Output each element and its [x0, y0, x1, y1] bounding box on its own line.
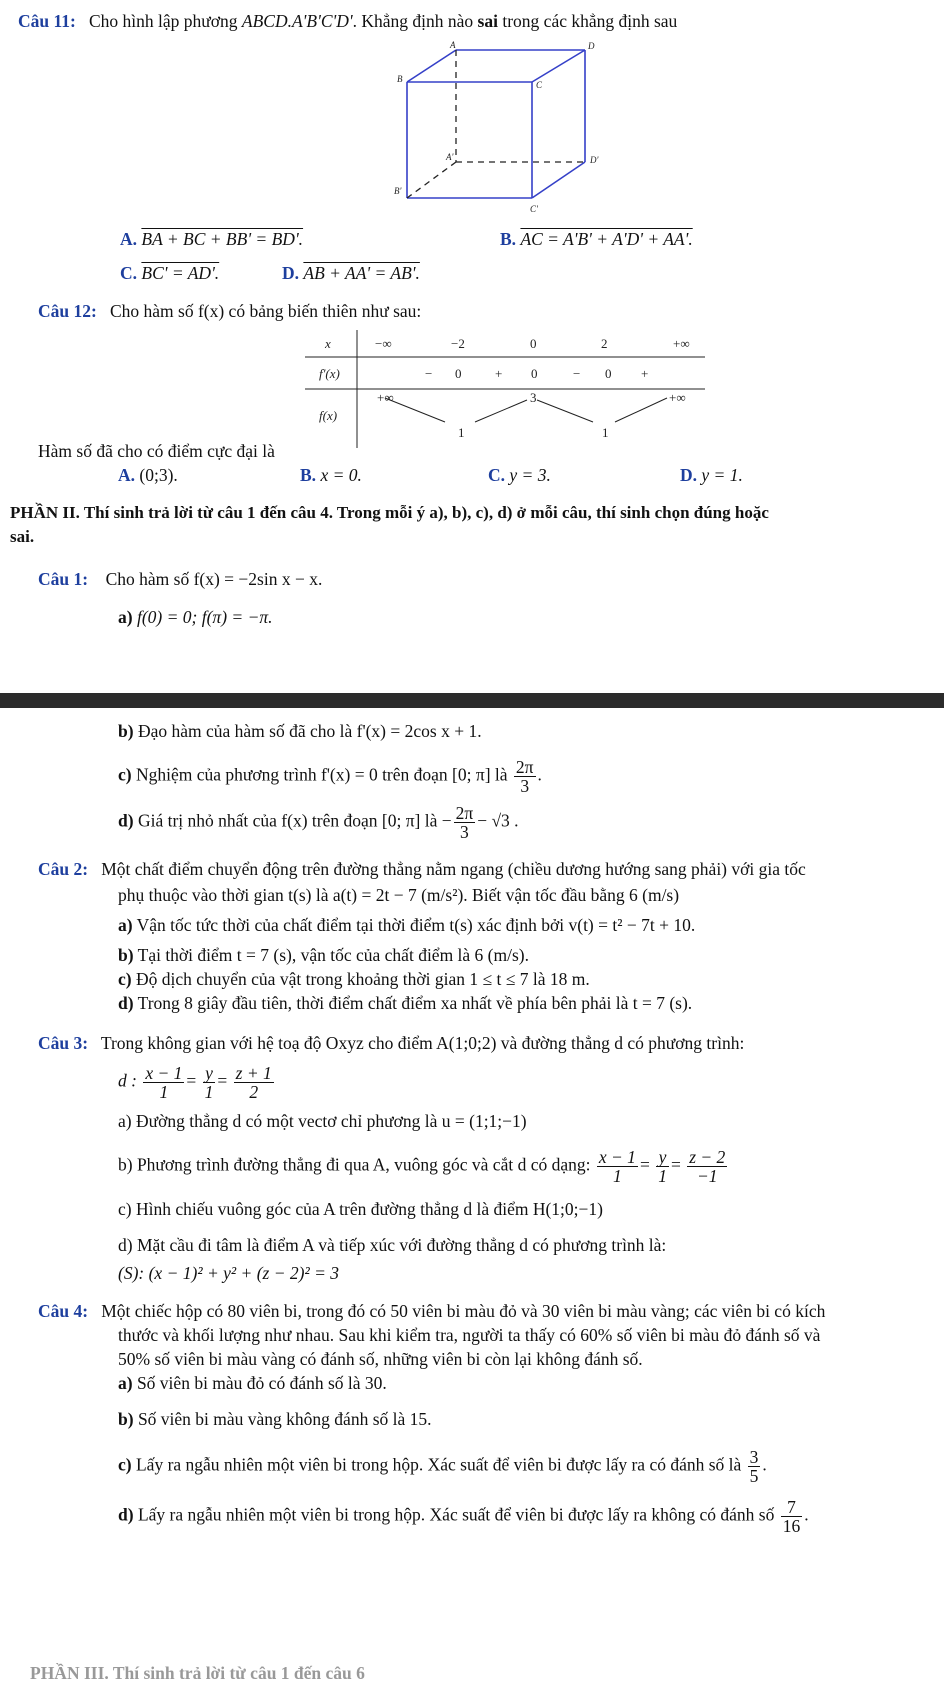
c1-stem: Câu 1: Cho hàm số f(x) = −2sin x − x. — [38, 569, 323, 589]
vertex-C: C — [536, 80, 543, 90]
c2-line1: Câu 2: Một chất điểm chuyển động trên đường thẳng nằm ngang (chiều dương hướng sang phải) với gia tốc — [38, 859, 806, 879]
f-val-5: +∞ — [669, 390, 686, 405]
q12-option-d[interactable]: D. y = 1. — [680, 465, 743, 485]
c1-item-a: a) f(0) = 0; f(π) = −π. — [118, 607, 273, 627]
c3-item-b: b) Phương trình đường thẳng đi qua A, vuông góc và cắt d có dạng: $\frac{x - 1}{1}$ = $\frac{y}{1}$ = $\frac{z - 2}{-1}$ — [118, 1147, 726, 1186]
x-val-2: −2 — [451, 336, 465, 351]
q12-option-a[interactable]: A. (0;3). — [118, 465, 178, 485]
variation-table — [305, 330, 710, 455]
q11-option-d[interactable]: D. AB + AA' = AB'. — [282, 263, 420, 283]
c4-d-fraction: $\frac{7}{16}$ — [782, 1497, 801, 1536]
table-f-label: f(x) — [319, 408, 338, 423]
c4-line2: thước và khối lượng như nhau. Sau khi kiểm tra, người ta thấy có 60% số viên bi màu đỏ đánh số và — [118, 1325, 821, 1345]
cube-figure — [380, 38, 620, 218]
c2-line2: phụ thuộc vào thời gian t(s) là a(t) = 2t − 7 (m/s²). Biết vận tốc đầu bằng 6 (m/s) — [118, 885, 680, 905]
sign-7: + — [641, 366, 649, 381]
part2-heading-line1: PHẦN II. Thí sinh trả lời từ câu 1 đến câu 4. Trong mỗi ý a), b), c), d) ở mỗi câu, thí sinh chọn đúng hoặc — [10, 503, 769, 522]
q11-option-b[interactable]: B. AC = A'B' + A'D' + AA'. — [500, 229, 693, 249]
c4-item-a: a) Số viên bi màu đỏ có đánh số là 30. — [118, 1373, 387, 1393]
c2-item-c: c) Độ dịch chuyển của vật trong khoảng thời gian 1 ≤ t ≤ 7 là 18 m. — [118, 969, 590, 989]
c1-item-b: b) Đạo hàm của hàm số đã cho là f'(x) = 2cos x + 1. — [118, 721, 482, 741]
part2-heading-line2: sai. — [10, 527, 35, 546]
sign-4: 0 — [531, 366, 538, 381]
c4-c-fraction: $\frac{3}{5}$ — [749, 1447, 759, 1486]
vertex-C-prime: C' — [530, 204, 538, 214]
c2-item-b: b) Tại thời điểm t = 7 (s), vận tốc của chất điểm là 6 (m/s). — [118, 945, 529, 965]
q12-option-b[interactable]: B. x = 0. — [300, 465, 362, 485]
c1-d-fraction: $\frac{2\pi}{3}$ — [455, 803, 474, 842]
sign-5: − — [573, 366, 581, 381]
c3-item-c: c) Hình chiếu vuông góc của A trên đường thẳng d là điểm H(1;0;−1) — [118, 1199, 603, 1219]
vertex-A-prime: A' — [446, 152, 454, 162]
c4-line1: Câu 4: Một chiếc hộp có 80 viên bi, trong đó có 50 viên bi màu đỏ và 30 viên bi màu vàng; các viên bi có kích — [38, 1301, 826, 1321]
q11-option-a[interactable]: A. BA + BC + BB' = BD'. — [120, 229, 304, 249]
footer-cut-heading: PHẦN III. Thí sinh trả lời từ câu 1 đến câu 6 — [30, 1663, 365, 1683]
f-val-2: 1 — [458, 425, 465, 440]
c4-item-b: b) Số viên bi màu vàng không đánh số là 15. — [118, 1409, 432, 1429]
q11-label: Câu 11: — [18, 11, 76, 31]
f-val-3: 3 — [530, 390, 537, 405]
c1-item-d: d) Giá trị nhỏ nhất của f(x) trên đoạn [0; π] là − $\frac{2\pi}{3}$ − √3 . — [118, 803, 519, 842]
vertex-D: D — [588, 41, 595, 51]
vertex-A: A — [450, 40, 456, 50]
sign-2: 0 — [455, 366, 462, 381]
table-x-label: x — [325, 336, 331, 351]
c3-item-d-equation: (S): (x − 1)² + y² + (z − 2)² = 3 — [118, 1263, 340, 1283]
sign-6: 0 — [605, 366, 612, 381]
q12-option-c[interactable]: C. y = 3. — [488, 465, 551, 485]
c3-item-a: a) Đường thẳng d có một vectơ chỉ phương là u = (1;1;−1) — [118, 1111, 527, 1131]
c2-item-d: d) Trong 8 giây đầu tiên, thời điểm chất điểm xa nhất về phía bên phải là t = 7 (s). — [118, 993, 693, 1013]
c3-line1: Câu 3: Trong không gian với hệ toạ độ Oxyz cho điểm A(1;0;2) và đường thẳng d có phương trình: — [38, 1033, 745, 1053]
f-val-1: +∞ — [377, 390, 394, 405]
c4-item-d: d) Lấy ra ngẫu nhiên một viên bi trong hộp. Xác suất để viên bi được lấy ra không có đánh số $\frac{7}{16}$ . — [118, 1497, 809, 1536]
q11-stem: Câu 11: Cho hình lập phương ABCD.A'B'C'D'. Khẳng định nào sai trong các khẳng định sau — [18, 11, 678, 31]
c1-item-c: c) Nghiệm của phương trình f'(x) = 0 trên đoạn [0; π] là $\frac{2\pi}{3}$ . — [118, 757, 542, 796]
c4-item-c: c) Lấy ra ngẫu nhiên một viên bi trong hộp. Xác suất để viên bi được lấy ra có đánh số là $\frac{3}{5}$ . — [118, 1447, 767, 1486]
page-top — [0, 0, 944, 693]
x-val-1: −∞ — [375, 336, 392, 351]
c3-item-d: d) Mặt cầu đi tâm là điểm A và tiếp xúc với đường thẳng d có phương trình là: — [118, 1235, 667, 1255]
vertex-D-prime: D' — [590, 155, 599, 165]
c4-line3: 50% số viên bi màu vàng có đánh số, những viên bi còn lại không đánh số. — [118, 1349, 643, 1369]
q12-question: Hàm số đã cho có điểm cực đại là — [38, 441, 275, 461]
vertex-B: B — [397, 74, 403, 84]
x-val-5: +∞ — [673, 336, 690, 351]
x-val-3: 0 — [530, 336, 537, 351]
q12-stem: Câu 12: Cho hàm số f(x) có bảng biến thiên như sau: — [38, 301, 422, 321]
table-fprime-label: f'(x) — [319, 366, 340, 381]
sign-1: − — [425, 366, 433, 381]
c1-c-fraction: $\frac{2\pi}{3}$ — [515, 757, 534, 796]
q11-option-c[interactable]: C. BC' = AD'. — [120, 263, 220, 283]
page-bottom — [0, 708, 944, 1692]
c2-item-a: a) Vận tốc tức thời của chất điểm tại thời điểm t(s) xác định bởi v(t) = t² − 7t + 10. — [118, 915, 696, 935]
f-val-4: 1 — [602, 425, 609, 440]
sign-3: + — [495, 366, 503, 381]
vertex-B-prime: B' — [394, 186, 402, 196]
c3-line-d: d : $\frac{x - 1}{1}$ = $\frac{y}{1}$ = $\frac{z + 1}{2}$ — [118, 1063, 272, 1102]
x-val-4: 2 — [601, 336, 608, 351]
